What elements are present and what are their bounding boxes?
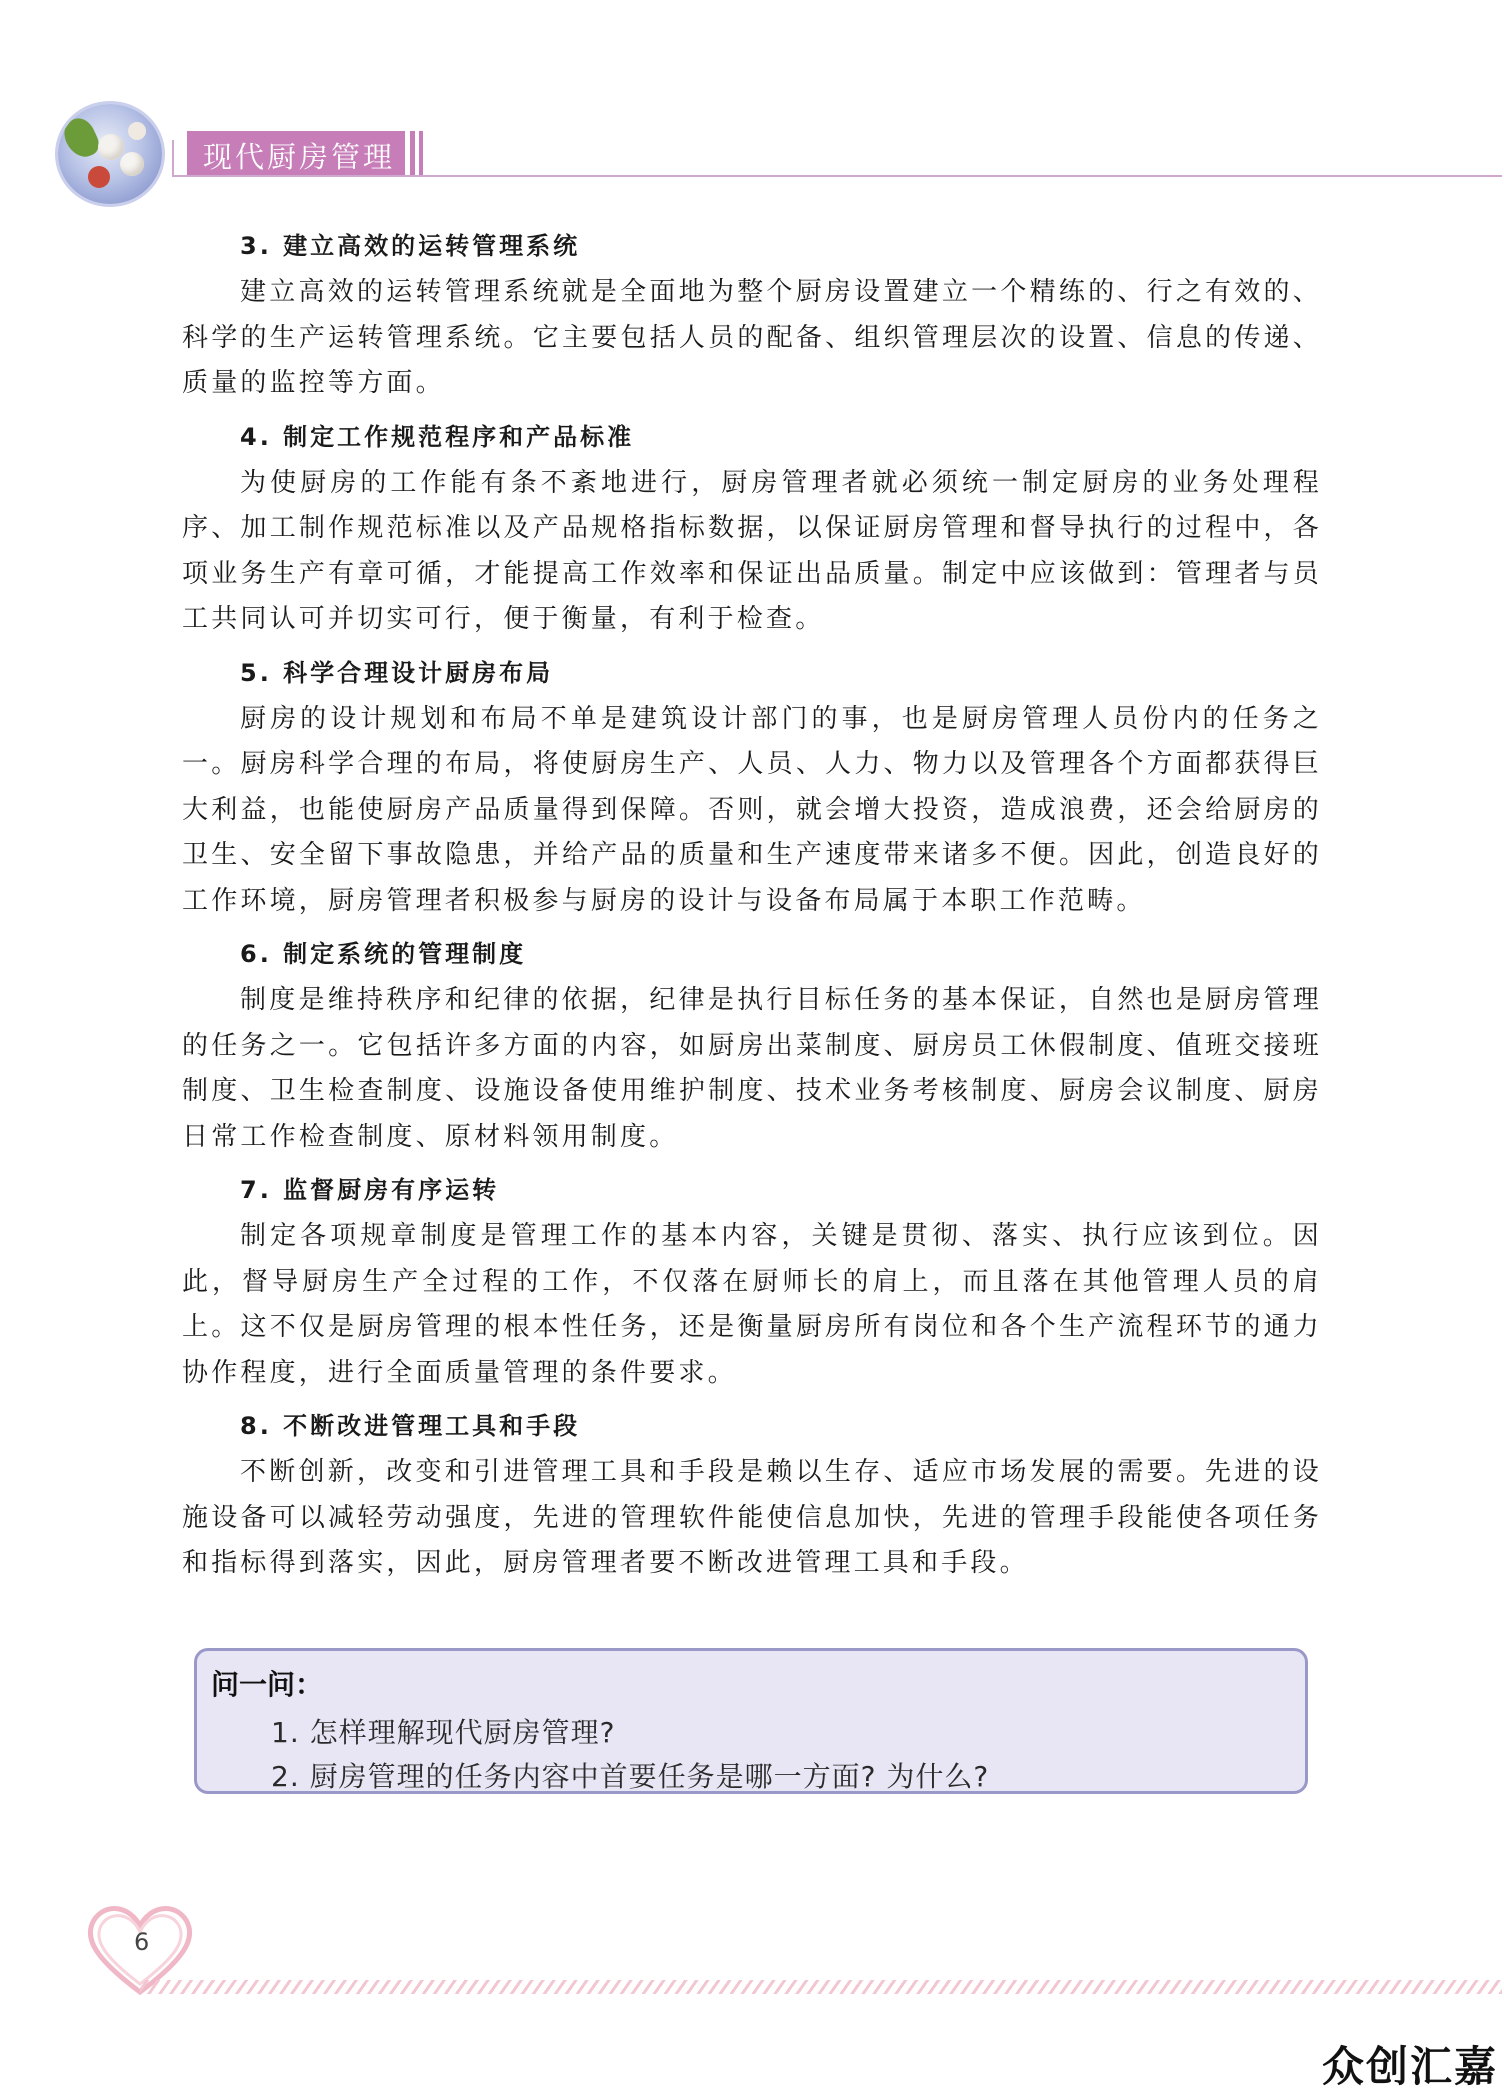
section-heading: 5. 科学合理设计厨房布局 <box>240 658 554 687</box>
section-heading: 3. 建立高效的运转管理系统 <box>240 232 581 260</box>
book-title: 现代厨房管理 <box>203 140 396 174</box>
section-paragraph: 制定各项规章制度是管理工作的基本内容，关键是贯彻、落实、执行应该到位。因此，督导厨房生产全过程的工作，不仅落在厨师长的肩上，而且落在其他管理人员的肩上。这不仅是厨房管理的根本性任务，还是衡量厨房所有岗位和各个生产流程环节的通力协作程度，进行全面质量管理的条件要求。 <box>182 1221 1322 1388</box>
header-divider <box>172 175 1502 177</box>
question-item: 2. 厨房管理的任务内容中首要任务是哪一方面? 为什么? <box>271 1760 990 1793</box>
section-heading: 6. 制定系统的管理制度 <box>240 940 527 968</box>
question-box-title: 问一问： <box>211 1668 324 1701</box>
header-logo-image <box>58 104 162 204</box>
section-5 <box>182 653 1322 925</box>
section-7 <box>182 1170 1322 1396</box>
page-number: 6 <box>134 1928 150 1956</box>
section-heading: 8. 不断改进管理工具和手段 <box>240 1412 581 1440</box>
header-accent-bar <box>410 131 415 175</box>
section-heading: 4. 制定工作规范程序和产品标准 <box>240 422 635 451</box>
section-paragraph: 不断创新，改变和引进管理工具和手段是赖以生存、适应市场发展的需要。先进的设施设备可以减轻劳动强度，先进的管理软件能使信息加快，先进的管理手段能使各项任务和指标得到落实，因此，厨房管理者要不断改进管理工具和手段。 <box>182 1457 1322 1578</box>
header-accent-bar <box>419 131 423 175</box>
section-paragraph: 为使厨房的工作能有条不紊地进行，厨房管理者就必须统一制定厨房的业务处理程序、加工制作规范标准以及产品规格指标数据，以保证厨房管理和督导执行的过程中，各项业务生产有章可循，才能提高工作效率和保证出品质量。制定中应该做到：管理者与员工共同认可并切实可行，便于衡量，有利于检查。 <box>182 467 1322 634</box>
question-box <box>194 1648 1308 1794</box>
section-3 <box>182 226 1322 407</box>
section-8 <box>182 1406 1322 1587</box>
section-heading: 7. 监督厨房有序运转 <box>240 1176 500 1204</box>
footer-decorative-stripe <box>140 1980 1502 1994</box>
watermark-text: 众创汇嘉 <box>1321 2042 1498 2091</box>
section-paragraph: 制度是维持秩序和纪律的依据，纪律是执行目标任务的基本保证，自然也是厨房管理的任务之一。它包括许多方面的内容，如厨房出菜制度、厨房员工休假制度、值班交接班制度、卫生检查制度、设施设备使用维护制度、技术业务考核制度、厨房会议制度、厨房日常工作检查制度、原材料领用制度。 <box>182 985 1322 1152</box>
header-title-tab <box>187 131 405 175</box>
question-item: 1. 怎样理解现代厨房管理? <box>271 1716 616 1749</box>
page-content <box>182 226 1322 1597</box>
section-4 <box>182 417 1322 643</box>
header-divider-vertical <box>172 140 174 177</box>
section-paragraph: 建立高效的运转管理系统就是全面地为整个厨房设置建立一个精练的、行之有效的、科学的生产运转管理系统。它主要包括人员的配备、组织管理层次的设置、信息的传递、质量的监控等方面。 <box>182 277 1322 398</box>
section-paragraph: 厨房的设计规划和布局不单是建筑设计部门的事，也是厨房管理人员份内的任务之一。厨房科学合理的布局，将使厨房生产、人员、人力、物力以及管理各个方面都获得巨大利益，也能使厨房产品质量得到保障。否则，就会增大投资，造成浪费，还会给厨房的卫生、安全留下事故隐患，并给产品的质量和生产速度带来诸多不便。因此，创造良好的工作环境，厨房管理者积极参与厨房的设计与设备布局属于本职工作范畴。 <box>182 703 1322 916</box>
section-6 <box>182 934 1322 1160</box>
